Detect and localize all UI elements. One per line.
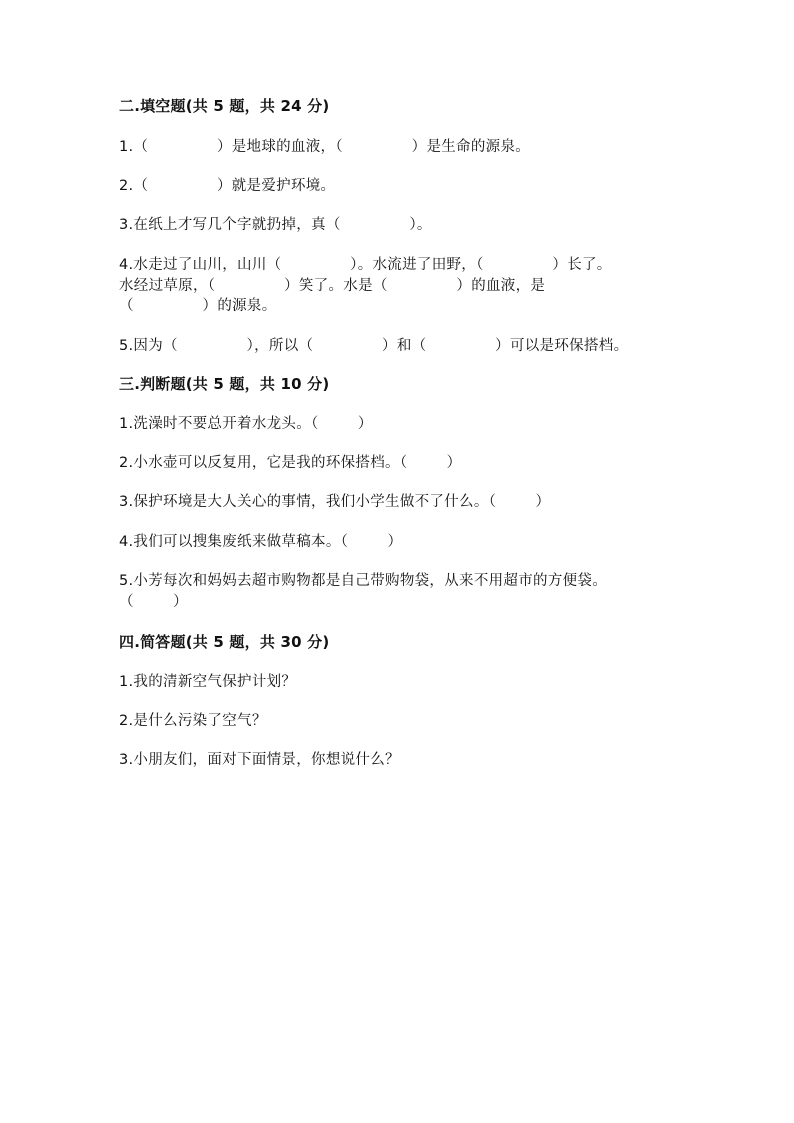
true-false-q1: 1.洗澡时不要总开着水龙头。（ ） (119, 416, 373, 432)
fill-blank-q4-line3: （ ）的源泉。 (119, 298, 277, 314)
fill-blank-q5: 5.因为（ ），所以（ ）和（ ）可以是环保搭档。 (119, 338, 629, 354)
fill-blank-q4-line1: 4.水走过了山川，山川（ ）。水流进了田野，（ ）长了。 (119, 257, 612, 273)
true-false-q5-line1: 5.小芳每次和妈妈去超市购物都是自己带购物袋，从来不用超市的方便袋。 (119, 573, 608, 589)
short-answer-q2: 2.是什么污染了空气？ (119, 713, 267, 729)
true-false-q3: 3.保护环境是大人关心的事情，我们小学生做不了什么。（ ） (119, 494, 551, 510)
section-heading-true-false: 三.判断题(共 5 题，共 10 分) (119, 375, 330, 393)
section-heading-fill-blank: 二.填空题(共 5 题，共 24 分) (119, 97, 330, 115)
true-false-q5-line2: （ ） (119, 594, 188, 610)
fill-blank-q1: 1.（ ）是地球的血液，（ ）是生命的源泉。 (119, 139, 531, 155)
fill-blank-q3: 3.在纸上才写几个字就扔掉，真（ ）。 (119, 217, 432, 233)
fill-blank-q4-line2: 水经过草原，（ ）笑了。水是（ ）的血液，是 (119, 278, 546, 294)
short-answer-q1: 1.我的清新空气保护计划？ (119, 674, 297, 690)
short-answer-q3: 3.小朋友们，面对下面情景，你想说什么？ (119, 752, 400, 768)
true-false-q2: 2.小水壶可以反复用，它是我的环保搭档。（ ） (119, 455, 462, 471)
fill-blank-q2: 2.（ ）就是爱护环境。 (119, 178, 336, 194)
true-false-q4: 4.我们可以搜集废纸来做草稿本。（ ） (119, 534, 403, 550)
section-heading-short-answer: 四.简答题(共 5 题，共 30 分) (119, 633, 330, 651)
